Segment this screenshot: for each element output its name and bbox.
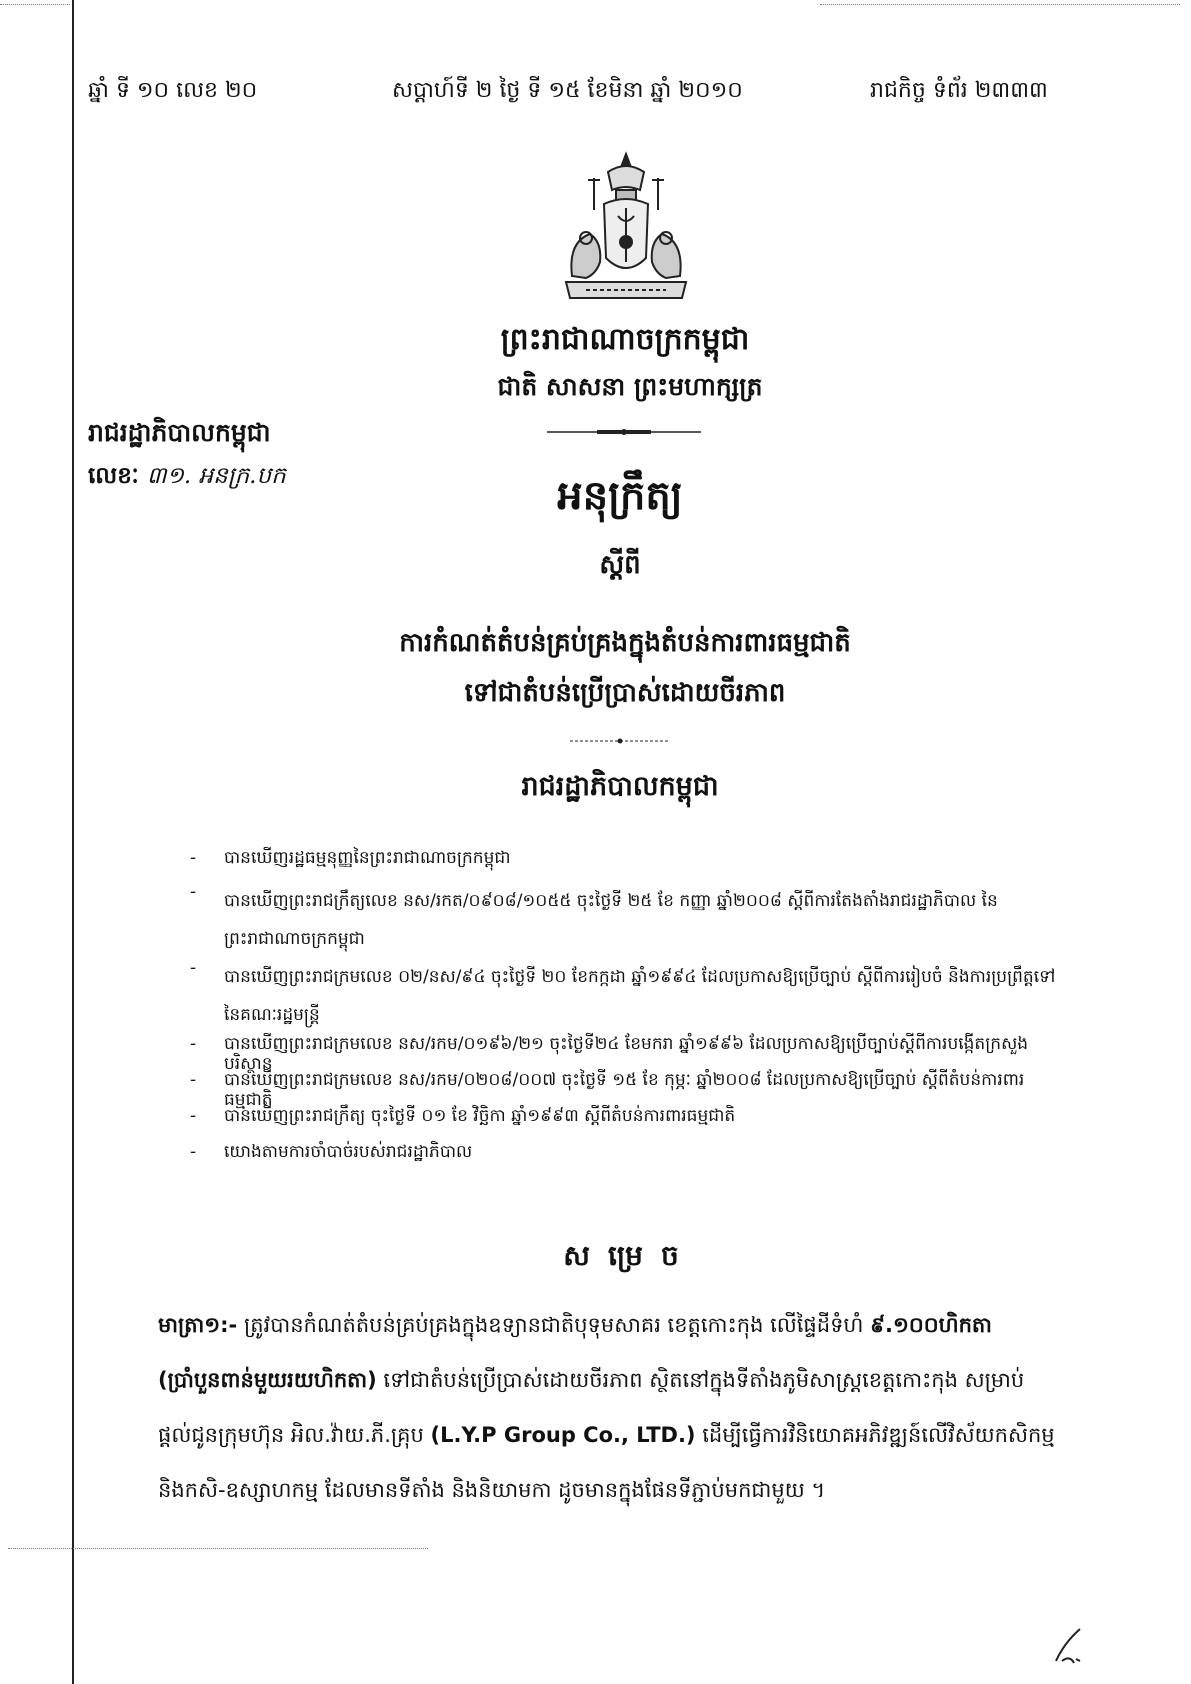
clause-text: បានឃើញព្រះរាជក្រមលេខ នស/រកម/០២០៨/០០៧ ចុះថ្ងៃទី ១៥ ខែ កុម្ភៈ ឆ្នាំ២០០៨ ដែលប្រកាសឱ្យប្រើច្បាប់ ស្តីពីតំបន់ការពារធម្មជាតិ: [224, 1070, 1025, 1110]
article-label: មាត្រា១:-: [158, 1313, 238, 1337]
clause-bullet: -: [190, 1070, 197, 1090]
ornament-divider-small: [570, 738, 670, 744]
subject-line-1: ការកំណត់តំបន់គ្រប់គ្រងក្នុងតំបន់ការពារធម្មជាតិ: [399, 628, 851, 658]
issuing-authority: រាជរដ្ឋាភិបាលកម្ពុជា: [521, 771, 719, 802]
preamble-clause: [190, 1106, 1070, 1142]
royal-coat-of-arms-icon: [546, 150, 706, 310]
gazette-year-issue: ឆ្នាំ ទី ១០ លេខ ២០: [88, 78, 258, 103]
decision-heading: សម្រេច: [563, 1239, 697, 1272]
subject-line-2: ទៅជាតំបន់ប្រើប្រាស់ដោយចីរភាព: [464, 678, 786, 708]
ornament-divider: [547, 428, 701, 436]
document-number-label: លេខៈ: [88, 463, 139, 489]
initials-mark: [1050, 1625, 1110, 1665]
scan-edge-dots: [8, 1548, 428, 1549]
preamble-clause: [190, 958, 1070, 1034]
preamble-clause: [190, 882, 1070, 958]
article-text: ដើម្បីធ្វើការវិនិយោគអភិវឌ្ឍន៍លើវិស័យកសិកម្ម និងកសិ-ឧស្សាហកម្ម ដែលមានទីតាំង និងនិយាមកា ដូចមានក្នុងផែនទីភ្ជាប់មកជាមួយ ។: [158, 1423, 1055, 1502]
clause-bullet: -: [190, 958, 197, 978]
preamble-clauses: [190, 848, 1070, 1178]
kingdom-title: ព្រះរាជាណាចក្រកម្ពុជា: [500, 322, 750, 357]
preamble-clause: [190, 1142, 1070, 1178]
clause-bullet: -: [190, 1034, 197, 1054]
article-text: ទៅជាតំបន់ប្រើប្រាស់ដោយចីរភាព ស្ថិតនៅក្នុងទីតាំងភូមិសាស្ត្រខេត្តកោះកុង សម្រាប់ផ្តល់ជូនក្រុមហ៊ុន អិល.វ៉ាយ.ភី.គ្រុប: [158, 1368, 1025, 1447]
binding-edge-line: [72, 0, 74, 1684]
clause-text: បានឃើញព្រះរាជក្រមលេខ ០២/នស/៩៤ ចុះថ្ងៃទី ២០ ខែកក្កដា ឆ្នាំ១៩៩៤ ដែលប្រកាសឱ្យប្រើច្បាប់ ស្តីពីការរៀបចំ និងការប្រព្រឹត្តទៅនៃគណៈរដ្ឋមន្ត្រី: [224, 967, 1056, 1025]
document-number-value: ៣១. អនក្រ.បក: [146, 463, 286, 489]
clause-text: បានឃើញព្រះរាជក្រឹត្យ ចុះថ្ងៃទី ០១ ខែ វិច្ឆិកា ឆ្នាំ១៩៩៣ ស្តីពីតំបន់ការពារធម្មជាតិ: [224, 1106, 736, 1126]
clause-text: យោងតាមការចាំបាច់របស់រាជរដ្ឋាភិបាល: [224, 1142, 473, 1162]
article-area: ៩.១០០ហិកតា (ប្រាំបួនពាន់មួយរយហិកតា): [158, 1313, 992, 1392]
scan-edge-dots: [820, 4, 1180, 6]
gazette-page-number: រាជកិច្ច ទំព័រ ២៣៣៣: [870, 78, 1048, 103]
article-1: [158, 1298, 1058, 1518]
article-text: ត្រូវបានកំណត់តំបន់គ្រប់គ្រងក្នុងឧទ្យានជាតិបុទុមសាគរ ខេត្តកោះកុង លើផ្ទៃដីទំហំ: [243, 1313, 871, 1337]
government-sender: រាជរដ្ឋាភិបាលកម្ពុជា: [88, 418, 271, 447]
national-motto: ជាតិ សាសនា ព្រះមហាក្សត្រ: [497, 372, 763, 401]
preamble-clause: [190, 848, 1070, 882]
scan-edge-dots: [0, 4, 70, 6]
about-label: ស្តីពី: [599, 550, 641, 580]
preamble-clause: [190, 1034, 1070, 1074]
clause-bullet: -: [190, 1106, 197, 1126]
clause-text: បានឃើញព្រះរាជក្រមលេខ នស/រកម/០១៩៦/២១ ចុះថ្ងៃទី២៤ ខែមករា ឆ្នាំ១៩៩៦ ដែលប្រកាសឱ្យប្រើច្បាប់ស្តីពីការបង្កើតក្រសួងបរិស្ថាន: [224, 1034, 1029, 1074]
document-type-title: អនុក្រឹត្យ: [557, 473, 683, 519]
clause-text: បានឃើញព្រះរាជក្រឹត្យលេខ នស/រកត/០៩០៨/១០៥៥ ចុះថ្ងៃទី ២៥ ខែ កញ្ញា ឆ្នាំ២០០៨ ស្តីពីការតែងតាំងរាជរដ្ឋាភិបាល នៃព្រះរាជាណាចក្រកម្ពុជា: [224, 891, 998, 949]
preamble-clause: [190, 1070, 1070, 1110]
clause-bullet: -: [190, 882, 197, 902]
clause-text: បានឃើញរដ្ឋធម្មនុញ្ញនៃព្រះរាជាណាចក្រកម្ពុជា: [224, 848, 511, 868]
clause-bullet: -: [190, 1142, 197, 1162]
gazette-date: សប្តាហ៍ទី ២ ថ្ងៃ ទី ១៥ ខែមិនា ឆ្នាំ ២០១០: [392, 78, 743, 103]
article-company-name: (L.Y.P Group Co., LTD.): [430, 1423, 696, 1447]
clause-bullet: -: [190, 848, 197, 868]
document-number: [88, 462, 286, 495]
